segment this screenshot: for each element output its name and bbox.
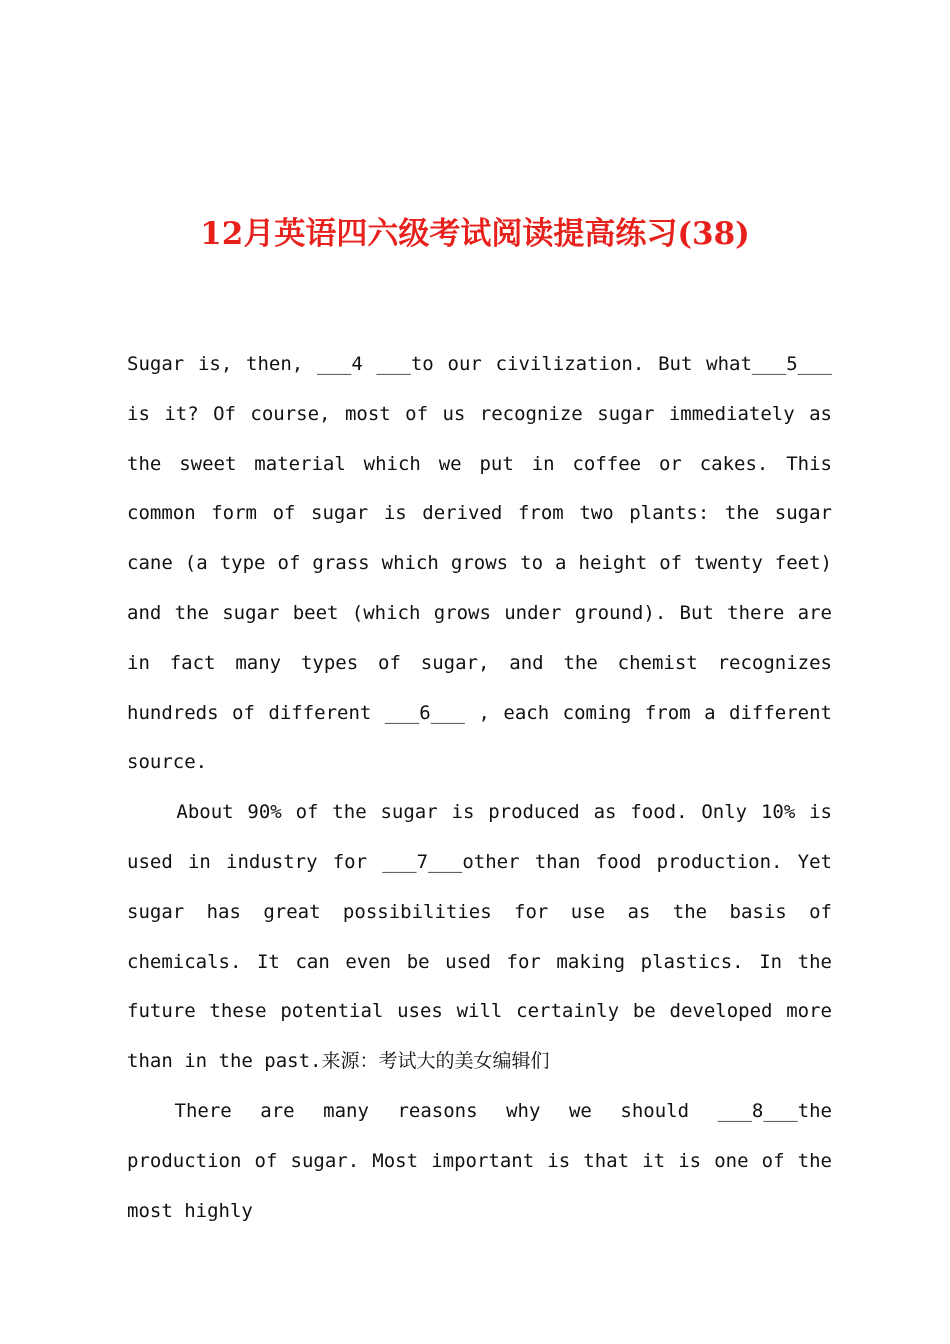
paragraph-1: Sugar is, then, ___4 ___to our civilization. But what___5___ is it? Of course, most of us recognize sugar immediately as the sweet material which we put in coffee or cakes. This common form of sugar is derived from two plants: the sugar cane (a type of grass which grows to a height of twenty feet) and the sugar beet (which grows under ground). But there are in fact many types of sugar, and the chemist recognizes hundreds of different ___6___ , each coming from a different source. [127,353,832,774]
paragraph-2: About 90% of the sugar is produced as food. Only 10% is used in industry for ___7___other than food production. Yet sugar has great possibilities for use as the basis of chemicals. It can even be used for making plastics. In the future these potential uses will certainly be developed more than in the past.来源：考试大的美女编辑们 [127,801,832,1073]
article-body [127,340,832,1236]
page-title: 12月英语四六级考试阅读提高练习(38) [200,216,750,252]
paragraph-3: There are many reasons why we should ___8___the production of sugar. Most important is that it is one of the most highly [127,1099,832,1222]
